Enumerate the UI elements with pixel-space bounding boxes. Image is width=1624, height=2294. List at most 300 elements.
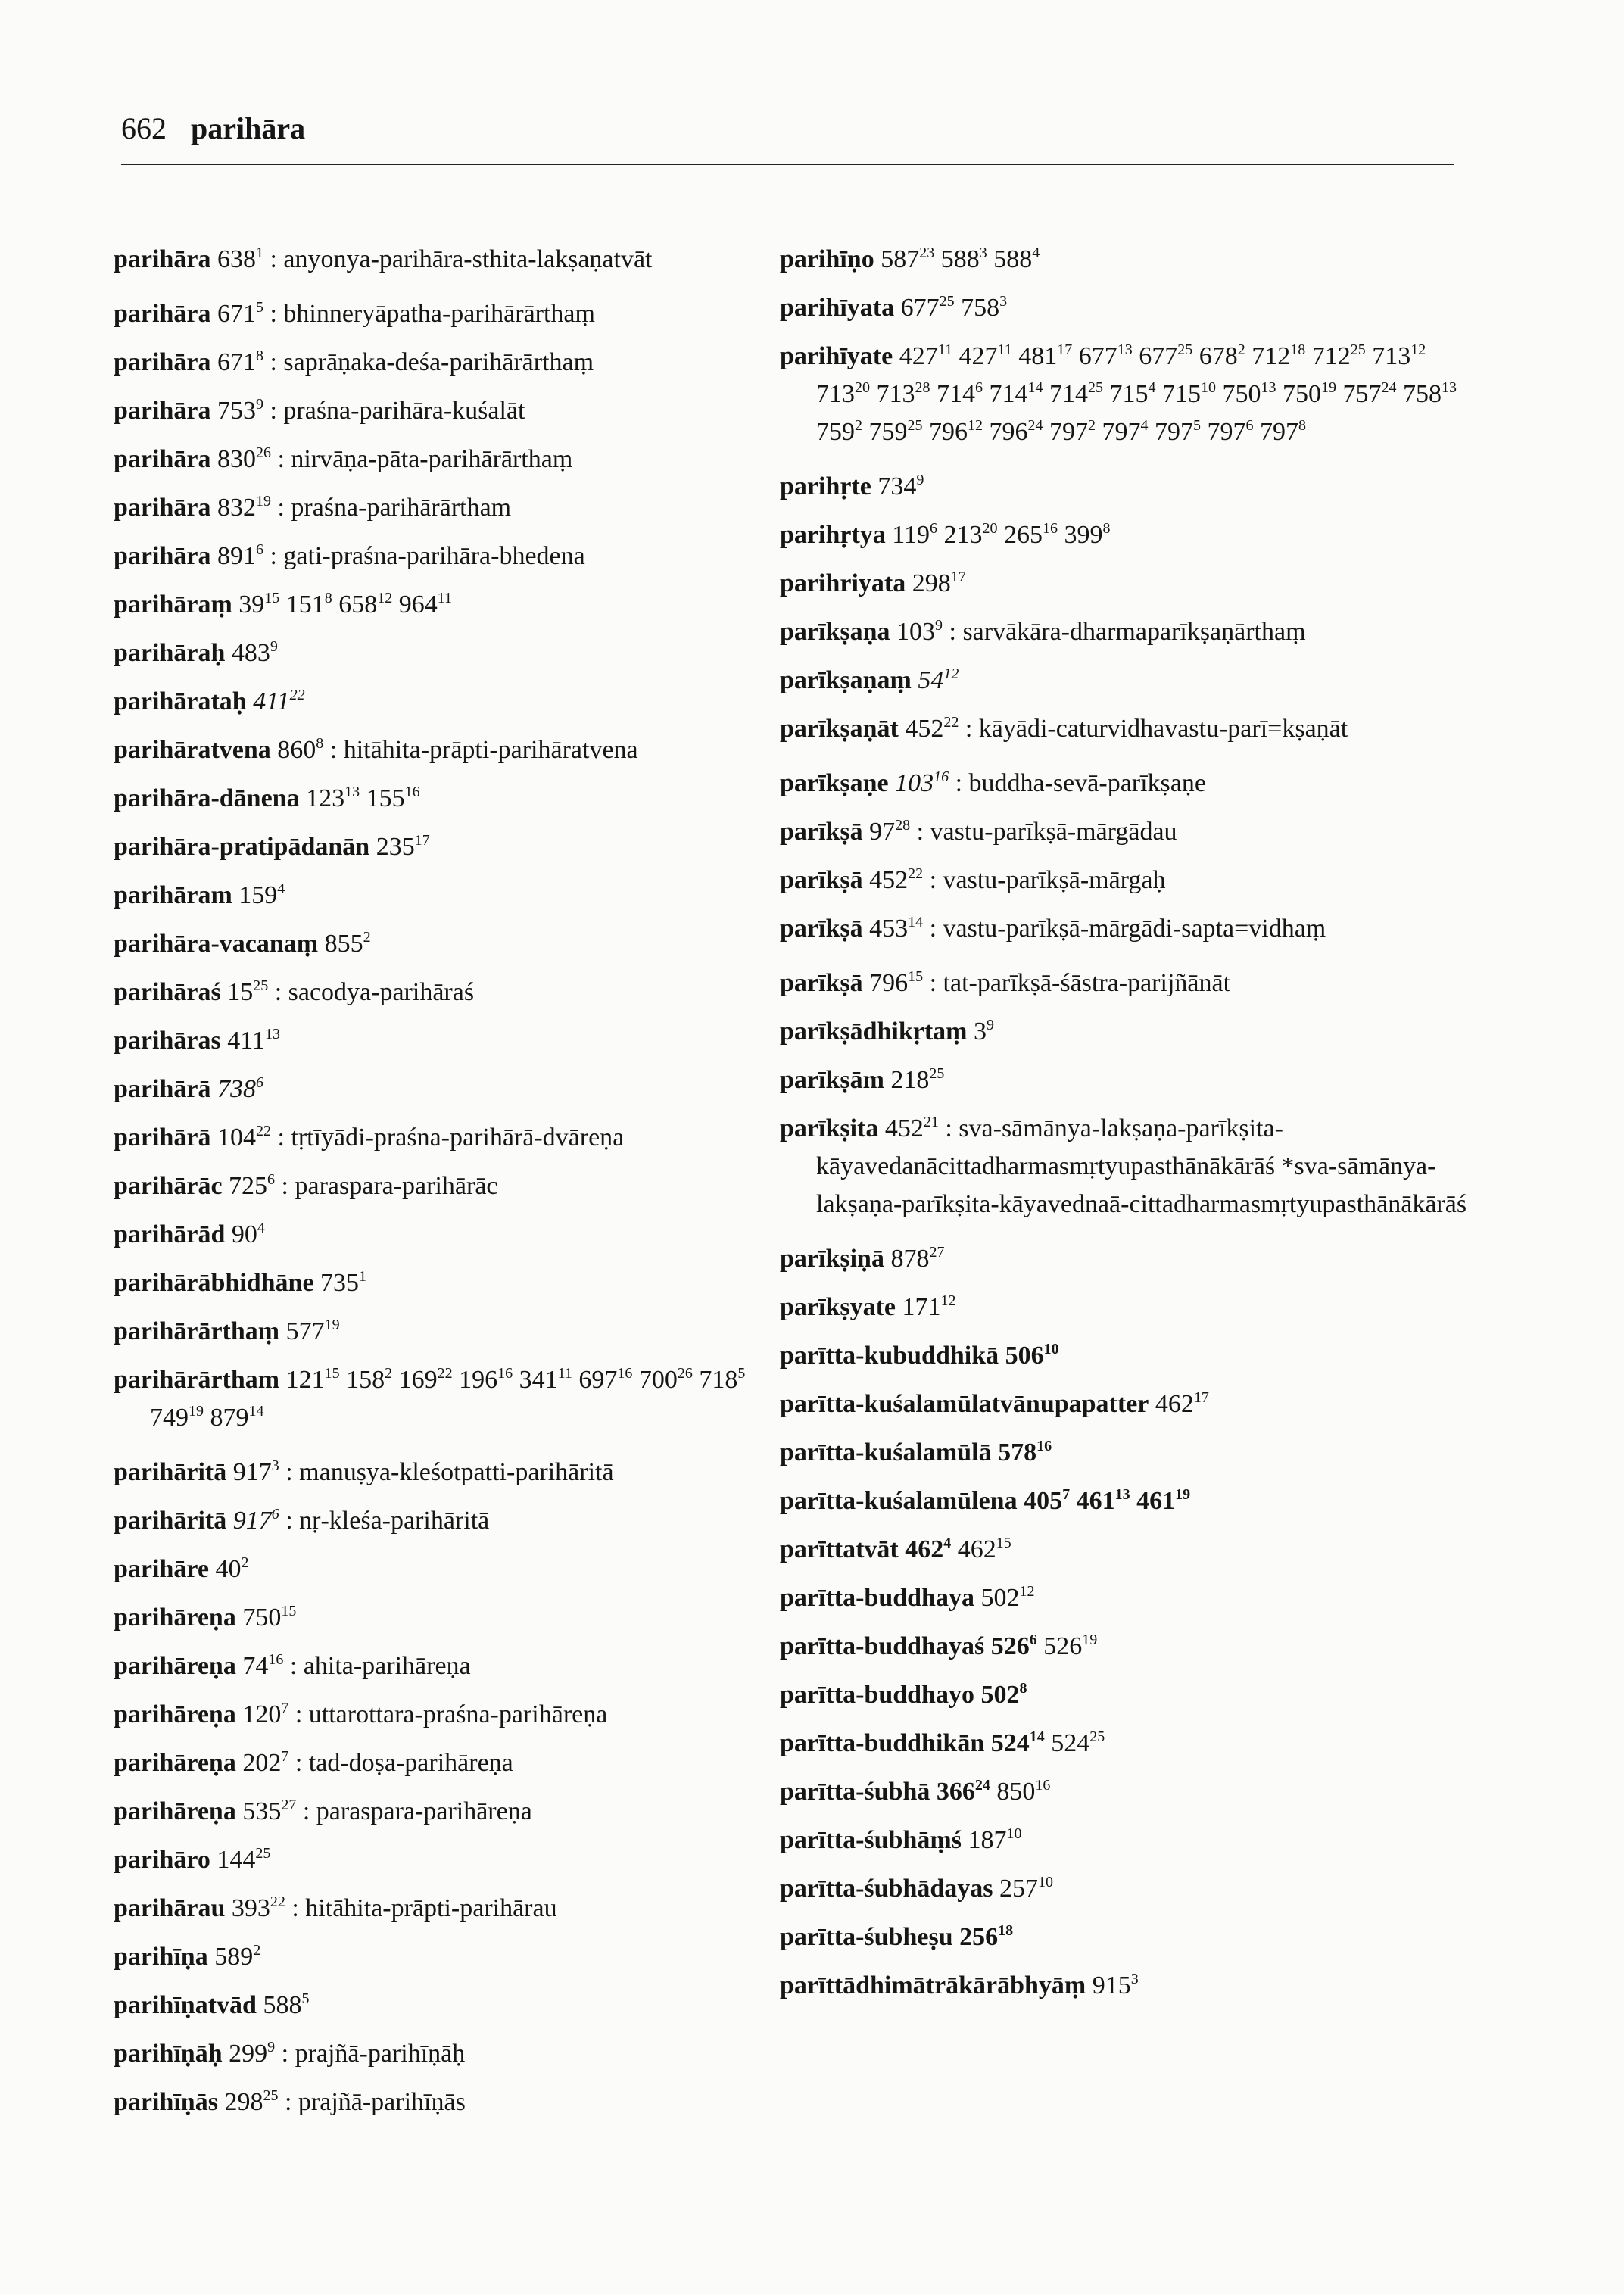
entry-headword: parīkṣaṇa [780, 618, 890, 646]
index-entry [114, 1119, 780, 1157]
index-entry [114, 731, 780, 769]
index-entry [780, 516, 1476, 554]
page-ref: $40^2$ [215, 1554, 249, 1583]
page-ref: $671^5$ [217, 299, 263, 328]
page-ref: $3^9$ [974, 1017, 994, 1046]
entry-headword: parīkṣaṇāt [780, 715, 899, 743]
entry-headword: parihāratvena [114, 736, 271, 764]
page-ref: $714^{14}$ [989, 379, 1043, 408]
entry-references [980, 1584, 1034, 1612]
page-header [121, 111, 1454, 145]
entry-references [816, 342, 1457, 446]
page-ref: $144^{25}$ [217, 1845, 271, 1874]
index-entry [780, 813, 1476, 851]
page-ref: $462^{15}$ [957, 1535, 1011, 1563]
index-entry [780, 662, 1476, 700]
index-entry [780, 1013, 1476, 1051]
page-ref: $734^9$ [877, 472, 924, 500]
entry-headword: parihīṇāḥ [114, 2040, 223, 2068]
entry-headword: parihāritā [114, 1507, 227, 1535]
entry-headword: parītta-śubhāṃś [780, 1826, 962, 1854]
entry-headword: parīkṣā [780, 818, 863, 846]
entry-references [991, 1632, 1098, 1660]
page-ref: $587^{23}$ [881, 245, 935, 273]
page-ref: $15^{25}$ [227, 977, 269, 1006]
entry-headword: parīkṣaṇaṃ [780, 666, 912, 694]
entry-headword: parīkṣyate [780, 1293, 896, 1321]
entry-headword: parihāra [114, 348, 211, 376]
index-entry [780, 1579, 1476, 1617]
index-entry [114, 489, 780, 527]
entry-references: $452^{22}$ : vastu-parīkṣā-mārgaḥ [869, 865, 1166, 894]
entry-references: $860^8$ : hitāhita-prāpti-parihāratvena [277, 735, 638, 764]
page-ref: $832^{19}$ [217, 493, 271, 522]
page-ref: $735^1$ [320, 1268, 367, 1297]
entry-references [998, 1438, 1052, 1466]
entry-headword: parīkṣā [780, 915, 863, 943]
page-ref: $697^{16}$ [578, 1365, 633, 1394]
page-ref: $797^8$ [1260, 417, 1306, 446]
entry-headword: parihārārthaṃ [114, 1317, 280, 1345]
entry-headword: parihāra [114, 397, 211, 425]
entry-headword: parīttādhimātrākārābhyāṃ [780, 1971, 1086, 1999]
index-entry [114, 1313, 780, 1351]
index-entry [114, 1551, 780, 1588]
index-entry [780, 468, 1476, 506]
page-ref: $123^{13}$ [306, 784, 360, 812]
page-ref: $103^{16}$ [895, 768, 949, 797]
entry-references [227, 1027, 280, 1055]
page-ref: $713^{28}$ [876, 379, 930, 408]
entry-references [937, 1778, 1051, 1806]
entry-headword: parīkṣaṇe [780, 769, 889, 797]
entry-references [320, 1269, 366, 1297]
page-ref: $97^{28}$ [869, 817, 911, 846]
left-column [114, 241, 780, 2132]
entry-references [242, 1604, 296, 1632]
index-entry [114, 1696, 780, 1734]
header-rule [121, 164, 1454, 165]
page-ref: $169^{22}$ [398, 1365, 453, 1394]
index-entry [780, 965, 1476, 1002]
entry-headword: parīkṣita [780, 1114, 879, 1142]
entry-references: $120^7$ : uttarottara-praśna-parihāreṇa [242, 1700, 608, 1728]
index-entry [114, 441, 780, 478]
page-ref: $90^4$ [231, 1220, 265, 1248]
entry-headword: parītta-śubhā [780, 1778, 930, 1806]
page-ref: $712^{18}$ [1252, 341, 1306, 370]
entry-references [912, 569, 966, 597]
entry-headword: parītta-kuśalamūlatvānupapatter [780, 1390, 1149, 1418]
page-ref: $850^{16}$ [996, 1777, 1051, 1806]
page-ref: $155^{16}$ [366, 784, 420, 812]
entry-references [376, 833, 430, 861]
page-ref: $151^8$ [285, 590, 332, 619]
entry-references: $917^3$ : manuṣya-kleśotpatti-parihāritā [232, 1457, 614, 1486]
page-ref: $54^{12}$ [918, 665, 959, 694]
index-entry [114, 1841, 780, 1879]
page-ref: $758^{13}$ [1403, 379, 1457, 408]
index-entry [780, 710, 1476, 748]
page-ref: $964^{11}$ [398, 590, 453, 619]
entry-headword: parīkṣiṇā [780, 1245, 884, 1273]
entry-references [232, 1220, 265, 1248]
entry-headword: parihārād [114, 1220, 226, 1248]
entry-references: $638^1$ : anyonya-parihāra-sthita-lakṣaṇatvāt [217, 245, 653, 273]
page-ref: $588^3$ [940, 245, 987, 273]
entry-references: $393^{22}$ : hitāhita-prāpti-parihārau [231, 1893, 557, 1922]
entry-references [918, 666, 959, 694]
index-entry [780, 1967, 1476, 2005]
entry-references: $753^9$ : praśna-parihāra-kuśalāt [217, 396, 525, 425]
page-ref: $461^{19}$ [1136, 1486, 1191, 1515]
entry-references [286, 1317, 340, 1345]
page-ref: $860^8$ [277, 735, 324, 764]
page-ref: $257^{10}$ [999, 1874, 1054, 1903]
page-ref: $120^7$ [242, 1700, 289, 1728]
page-ref: $121^{15}$ [285, 1365, 340, 1394]
entry-references: $671^8$ : saprāṇaka-deśa-parihārārthaṃ [217, 348, 594, 376]
entry-headword: parihāro [114, 1846, 210, 1874]
index-entry [114, 1216, 780, 1254]
page-ref: $797^6$ [1207, 417, 1254, 446]
page-ref: $256^{18}$ [959, 1922, 1014, 1951]
index-entry [114, 1071, 780, 1108]
entry-references [890, 1066, 944, 1094]
page-ref: $265^{16}$ [1004, 520, 1058, 549]
page-ref: $411^{13}$ [227, 1026, 280, 1055]
index-entry [780, 289, 1476, 327]
page-ref: $399^8$ [1064, 520, 1111, 549]
entry-headword: parihāreṇa [114, 1652, 236, 1680]
page-ref: $718^5$ [699, 1365, 746, 1394]
page-ref: $658^{12}$ [338, 590, 393, 619]
entry-references [901, 294, 1008, 322]
entry-references [263, 1991, 309, 2019]
entry-references: $97^{28}$ : vastu-parīkṣā-mārgādau [869, 817, 1177, 846]
page-ref: $481^{17}$ [1018, 341, 1073, 370]
entry-headword: parihāra [114, 542, 211, 570]
index-entry [114, 344, 780, 382]
page-ref: $235^{17}$ [376, 832, 430, 861]
entry-references [877, 472, 924, 500]
index-entry [114, 586, 780, 624]
entry-headword: parihāram [114, 881, 232, 909]
index-entry [114, 1744, 780, 1782]
page-ref: $917^3$ [232, 1457, 279, 1486]
page-ref: $159^4$ [238, 881, 285, 909]
page-ref: $750^{19}$ [1283, 379, 1336, 408]
page-ref: $298^{17}$ [912, 569, 966, 597]
entry-references [232, 639, 278, 667]
page-ref: $427^{11}$ [899, 341, 952, 370]
page-ref: $797^4$ [1102, 417, 1149, 446]
entry-references: $671^5$ : bhinneryāpatha-parihārārthaṃ [217, 299, 595, 328]
entry-headword: parihāritā [114, 1458, 227, 1486]
page-ref: $202^7$ [242, 1748, 289, 1777]
page-ref: $750^{13}$ [1222, 379, 1276, 408]
entry-references: $202^7$ : tad-doṣa-parihāreṇa [242, 1748, 513, 1777]
page-ref: $103^9$ [896, 617, 943, 646]
page-ref: $700^{26}$ [638, 1365, 693, 1394]
entry-headword: parihāra-dānena [114, 784, 300, 812]
page-ref: $119^6$ [892, 520, 938, 549]
index-entry [114, 241, 780, 279]
entry-headword: parītta-buddhayo [780, 1681, 974, 1709]
index-entry [114, 1987, 780, 2024]
entry-headword: parītta-buddhaya [780, 1584, 974, 1612]
entry-headword: parihāra-pratipādanān [114, 833, 370, 861]
entry-references: $103^9$ : sarvākāra-dharmaparīkṣaṇārthaṃ [896, 617, 1306, 646]
index-entry [114, 1938, 780, 1976]
page-ref: $461^{13}$ [1076, 1486, 1130, 1515]
page-ref: $535^{27}$ [242, 1797, 297, 1825]
page-ref: $797^5$ [1155, 417, 1201, 446]
entry-references [1093, 1971, 1139, 1999]
entry-references [215, 1555, 248, 1583]
page-ref: $891^6$ [217, 541, 263, 570]
page-ref: $759^{25}$ [868, 417, 923, 446]
page-ref: $526^{19}$ [1043, 1632, 1098, 1660]
page-ref: $213^{20}$ [943, 520, 998, 549]
entry-headword: parītta-śubheṣu [780, 1923, 953, 1951]
index-entry [780, 1434, 1476, 1472]
page-ref: $578^{16}$ [998, 1438, 1052, 1466]
index-entry [780, 1773, 1476, 1811]
page-ref: $526^6$ [990, 1632, 1037, 1660]
entry-references: $103^{16}$ : buddha-sevā-parīkṣaṇe [895, 768, 1206, 797]
page-ref: $757^{24}$ [1342, 379, 1397, 408]
page-ref: $797^2$ [1049, 417, 1096, 446]
entry-headword: parihāra-vacanaṃ [114, 930, 319, 958]
page-ref: $298^{25}$ [224, 2087, 279, 2116]
page-ref: $677^{25}$ [900, 293, 955, 322]
page-ref: $715^4$ [1109, 379, 1156, 408]
entry-headword: parihāra [114, 300, 211, 328]
page-ref: $502^{12}$ [980, 1583, 1035, 1612]
entry-headword: parihāreṇa [114, 1604, 236, 1632]
entry-headword: parihīyata [780, 294, 895, 322]
page-ref: $855^2$ [324, 929, 371, 958]
page-ref: $39^{15}$ [238, 590, 280, 619]
page-ref: $758^3$ [961, 293, 1008, 322]
entry-references: $452^{21}$ : sva-sāmānya-lakṣaṇa-parīkṣita-kāyavedanācittadharmasmṛtyupasthānākārāś *sva-sāmānya-lakṣaṇa-parīkṣita-kāyavednaā-cittadharmasmṛtyupasthānākārāś [816, 1114, 1467, 1218]
entry-headword: parihṛtya [780, 521, 886, 549]
entry-references: $15^{25}$ : sacodya-parihāraś [227, 977, 475, 1006]
page-ref: $462^{17}$ [1155, 1389, 1209, 1418]
page-ref: $588^5$ [263, 1990, 310, 2019]
entry-references [306, 784, 420, 812]
page-ref: $502^8$ [980, 1680, 1027, 1709]
page-ref: $712^{25}$ [1311, 341, 1366, 370]
entry-references: $891^6$ : gati-praśna-parihāra-bhedena [217, 541, 585, 570]
entry-headword: parihāra [114, 445, 211, 473]
index-entry [780, 565, 1476, 603]
index-entry [114, 1793, 780, 1831]
page-ref: $299^9$ [229, 2039, 276, 2068]
index-entry [114, 780, 780, 818]
entry-headword: parītta-śubhādayas [780, 1875, 993, 1903]
entry-headword: parihāreṇa [114, 1797, 236, 1825]
entry-headword: parītta-buddhayaś [780, 1632, 985, 1660]
entry-references [959, 1923, 1013, 1951]
page-ref: $714^6$ [937, 379, 983, 408]
page-ref: $158^2$ [346, 1365, 393, 1394]
entry-headword: parihāras [114, 1027, 221, 1055]
entry-references [999, 1875, 1053, 1903]
entry-references: $832^{19}$ : praśna-parihārārtham [217, 493, 512, 522]
entry-references [214, 1943, 260, 1971]
entry-references [905, 1535, 1011, 1563]
page-ref: $452^{22}$ [905, 714, 959, 743]
page-ref: $393^{22}$ [231, 1893, 285, 1922]
index-entry [114, 295, 780, 333]
index-entry [114, 2035, 780, 2073]
index-entry [780, 1628, 1476, 1666]
entry-headword: parihīṇatvād [114, 1991, 257, 2019]
index-entry [114, 1361, 780, 1437]
index-entry [114, 1454, 780, 1491]
entry-headword: parīkṣādhikṛtaṃ [780, 1018, 968, 1046]
index-entry [114, 683, 780, 721]
page-ref: $750^{15}$ [242, 1603, 297, 1632]
index-entry [780, 613, 1476, 651]
entry-references [217, 1846, 270, 1874]
page-ref: $171^{12}$ [902, 1292, 956, 1321]
page-ref: $677^{13}$ [1078, 341, 1133, 370]
entry-headword: parihṛte [780, 472, 871, 500]
index-entry [780, 1918, 1476, 1956]
page-ref: $753^9$ [217, 396, 263, 425]
index-entry [780, 1676, 1476, 1714]
entry-headword: parihārābhidhāne [114, 1269, 314, 1297]
index-entry [780, 1385, 1476, 1423]
page-ref: $589^2$ [214, 1942, 261, 1971]
page-ref: $738^6$ [217, 1074, 263, 1103]
entry-headword: parihārataḥ [114, 687, 247, 715]
page-ref: $462^4$ [905, 1535, 952, 1563]
entry-references [1005, 1342, 1059, 1370]
index-entry [780, 1725, 1476, 1763]
index-entry [780, 1531, 1476, 1569]
running-head: parihāra [191, 111, 306, 145]
index-entry [780, 1482, 1476, 1520]
page-ref: $677^{25}$ [1139, 341, 1193, 370]
entry-headword: parihāraṃ [114, 591, 232, 619]
index-entry [114, 1022, 780, 1060]
page-ref: $74^{16}$ [242, 1651, 284, 1680]
entry-headword: parītta-buddhikān [780, 1729, 985, 1757]
entry-references: $535^{27}$ : paraspara-parihāreṇa [242, 1797, 532, 1825]
index-entry [780, 1822, 1476, 1859]
entry-references: $299^9$ : prajñā-parihīṇāḥ [229, 2039, 466, 2068]
page-ref: $506^{10}$ [1005, 1341, 1059, 1370]
index-entry [114, 828, 780, 866]
entry-headword: parītta-kuśalamūlā [780, 1438, 992, 1466]
page-ref: $749^{19}$ [150, 1403, 204, 1432]
page-ref: $452^{21}$ [884, 1114, 939, 1142]
index-entry [780, 1061, 1476, 1099]
index-entry [780, 1337, 1476, 1375]
entry-headword: parihārā [114, 1075, 211, 1103]
page-ref: $341^{11}$ [519, 1365, 572, 1394]
entry-headword: parihīyate [780, 342, 893, 370]
entry-references [968, 1826, 1021, 1854]
index-entry [780, 1870, 1476, 1908]
page-ref: $796^{15}$ [869, 968, 924, 997]
page-ref: $915^3$ [1092, 1971, 1139, 1999]
entry-headword: parīkṣā [780, 969, 863, 997]
page-ref: $452^{22}$ [869, 865, 924, 894]
page-ref: $411^{22}$ [253, 687, 305, 715]
entry-references [902, 1293, 956, 1321]
entry-references [974, 1018, 994, 1046]
entry-headword: parīttatvāt [780, 1535, 899, 1563]
entry-headword: parihāraś [114, 978, 221, 1006]
page-ref: $878^{27}$ [890, 1244, 945, 1273]
entry-headword: parihīṇo [780, 245, 874, 273]
entry-references: $725^6$ : paraspara-parihārāc [229, 1171, 498, 1200]
page-ref: $427^{11}$ [959, 341, 1012, 370]
page-ref: $524^{25}$ [1051, 1728, 1105, 1757]
index-entry [114, 634, 780, 672]
entry-headword: parītta-kubuddhikā [780, 1342, 999, 1370]
index-entry [114, 974, 780, 1011]
index-entry [114, 1167, 780, 1205]
entry-references [238, 591, 452, 619]
entry-headword: parihārā [114, 1124, 211, 1152]
entry-headword: parihāra [114, 245, 211, 273]
entry-references: $453^{14}$ : vastu-parīkṣā-mārgādi-sapta=vidhaṃ [869, 914, 1326, 943]
index-entry [780, 862, 1476, 899]
page-ref: $713^{12}$ [1372, 341, 1426, 370]
page-ref: $713^{20}$ [816, 379, 870, 408]
entry-references [325, 930, 371, 958]
page-ref: $196^{16}$ [459, 1365, 513, 1394]
entry-headword: parihārāc [114, 1172, 223, 1200]
index-entry [780, 1240, 1476, 1278]
index-entry [780, 765, 1476, 803]
page-ref: $588^4$ [993, 245, 1040, 273]
entry-headword: parihāreṇa [114, 1749, 236, 1777]
entry-references [890, 1245, 944, 1273]
entry-references: $452^{22}$ : kāyādi-caturvidhavastu-parī=kṣaṇāt [905, 714, 1348, 743]
page-ref: $715^{10}$ [1162, 379, 1216, 408]
entry-references [217, 1075, 263, 1103]
entry-references: $917^6$ : nṛ-kleśa-parihāritā [232, 1506, 490, 1535]
entry-headword: parihāre [114, 1555, 209, 1583]
entry-headword: parihārārtham [114, 1366, 280, 1394]
entry-headword: parihriyata [780, 569, 906, 597]
page-ref: $671^8$ [217, 348, 263, 376]
index-entry [114, 392, 780, 430]
entry-headword: parihārau [114, 1894, 226, 1922]
page-ref: $104^{22}$ [217, 1123, 271, 1152]
index-entry [114, 2084, 780, 2121]
index-entry [780, 1110, 1476, 1223]
page-ref: $524^{14}$ [990, 1728, 1045, 1757]
index-entry [114, 1599, 780, 1637]
page-ref: $483^9$ [231, 638, 278, 667]
page-ref: $577^{19}$ [285, 1317, 340, 1345]
page-ref: $725^6$ [229, 1171, 276, 1200]
entry-references: $796^{15}$ : tat-parīkṣā-śāstra-parijñānāt [869, 968, 1231, 997]
entry-headword: parihīṇās [114, 2088, 218, 2116]
entry-headword: parihāra [114, 494, 211, 522]
entry-references: $830^{26}$ : nirvāṇa-pāta-parihārārthaṃ [217, 444, 573, 473]
page-ref: $218^{25}$ [890, 1065, 945, 1094]
entry-references [1155, 1390, 1209, 1418]
